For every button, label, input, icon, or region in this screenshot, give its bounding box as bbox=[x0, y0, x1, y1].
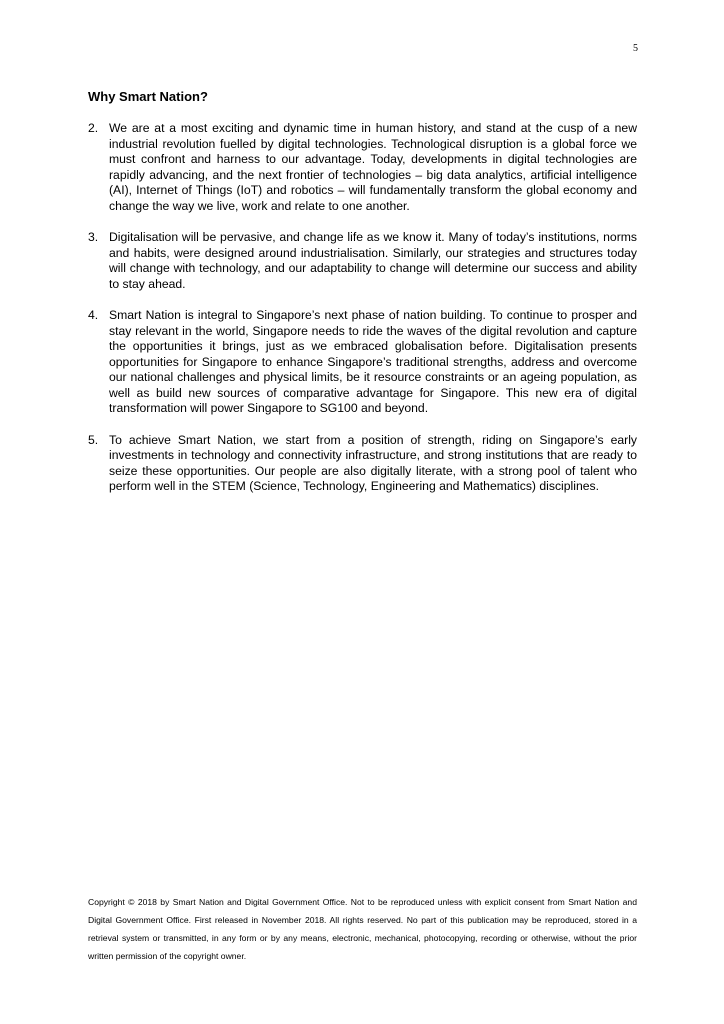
section-heading: Why Smart Nation? bbox=[88, 89, 208, 104]
numbered-paragraphs bbox=[88, 121, 637, 511]
paragraph-text: We are at a most exciting and dynamic time in human history, and stand at the cusp of a new industrial revolution fuelled by digital technologies. Technological disruption is a global force we must confront and harness to our advantage. Today, developments in digital technologies are rapidly advancing, and the next frontier of technologies – big data analytics, artificial intelligence (AI), Internet of Things (IoT) and robotics – will fundamentally transform the global economy and change the way we live, work and relate to one another. bbox=[109, 121, 637, 213]
page-number: 5 bbox=[633, 43, 638, 54]
paragraph-number: 4. bbox=[88, 308, 99, 322]
copyright-footer: Copyright © 2018 by Smart Nation and Digital Government Office. Not to be reproduced unless with explicit consent from Smart Nation and Digital Government Office. First released in November 2018. All rights reserved. No part of this publication may be reproduced, stored in a retrieval system or transmitted, in any form or by any means, electronic, mechanical, photocopying, recording or otherwise, without the prior written permission of the copyright owner. bbox=[88, 897, 637, 961]
paragraph-number: 5. bbox=[88, 432, 99, 447]
paragraph-4 bbox=[88, 308, 637, 417]
paragraph-text: Digitalisation will be pervasive, and change life as we know it. Many of today’s institutions, norms and habits, were designed around industrialisation. Similarly, our strategies and structures today will change with technology, and our adaptability to change will determine our success and ability to stay ahead. bbox=[109, 230, 637, 291]
paragraph-text: To achieve Smart Nation, we start from a position of strength, riding on Singapore’s early investments in technology and connectivity infrastructure, and strong institutions that are ready to seize these opportunities. Our people are also digitally literate, with a strong pool of talent who perform well in the STEM (Science, Technology, Engineering and Mathematics) disciplines. bbox=[109, 432, 637, 493]
paragraph-5 bbox=[88, 433, 637, 495]
paragraph-number: 3. bbox=[88, 230, 99, 244]
paragraph-text: Smart Nation is integral to Singapore’s next phase of nation building. To continue to prosper and stay relevant in the world, Singapore needs to ride the waves of the digital revolution and capture the opportunities it brings, just as we embraced globalisation before. Digitalisation presents opportunities for Singapore to enhance Singapore’s traditional strengths, address and overcome our national challenges and physical limits, be it resource constraints or an ageing population, as well as build new sources of comparative advantage for Singapore. This new era of digital transformation will power Singapore to SG100 and beyond. bbox=[109, 308, 637, 415]
paragraph-number: 2. bbox=[88, 121, 99, 135]
paragraph-3 bbox=[88, 230, 637, 292]
paragraph-2 bbox=[88, 121, 637, 214]
